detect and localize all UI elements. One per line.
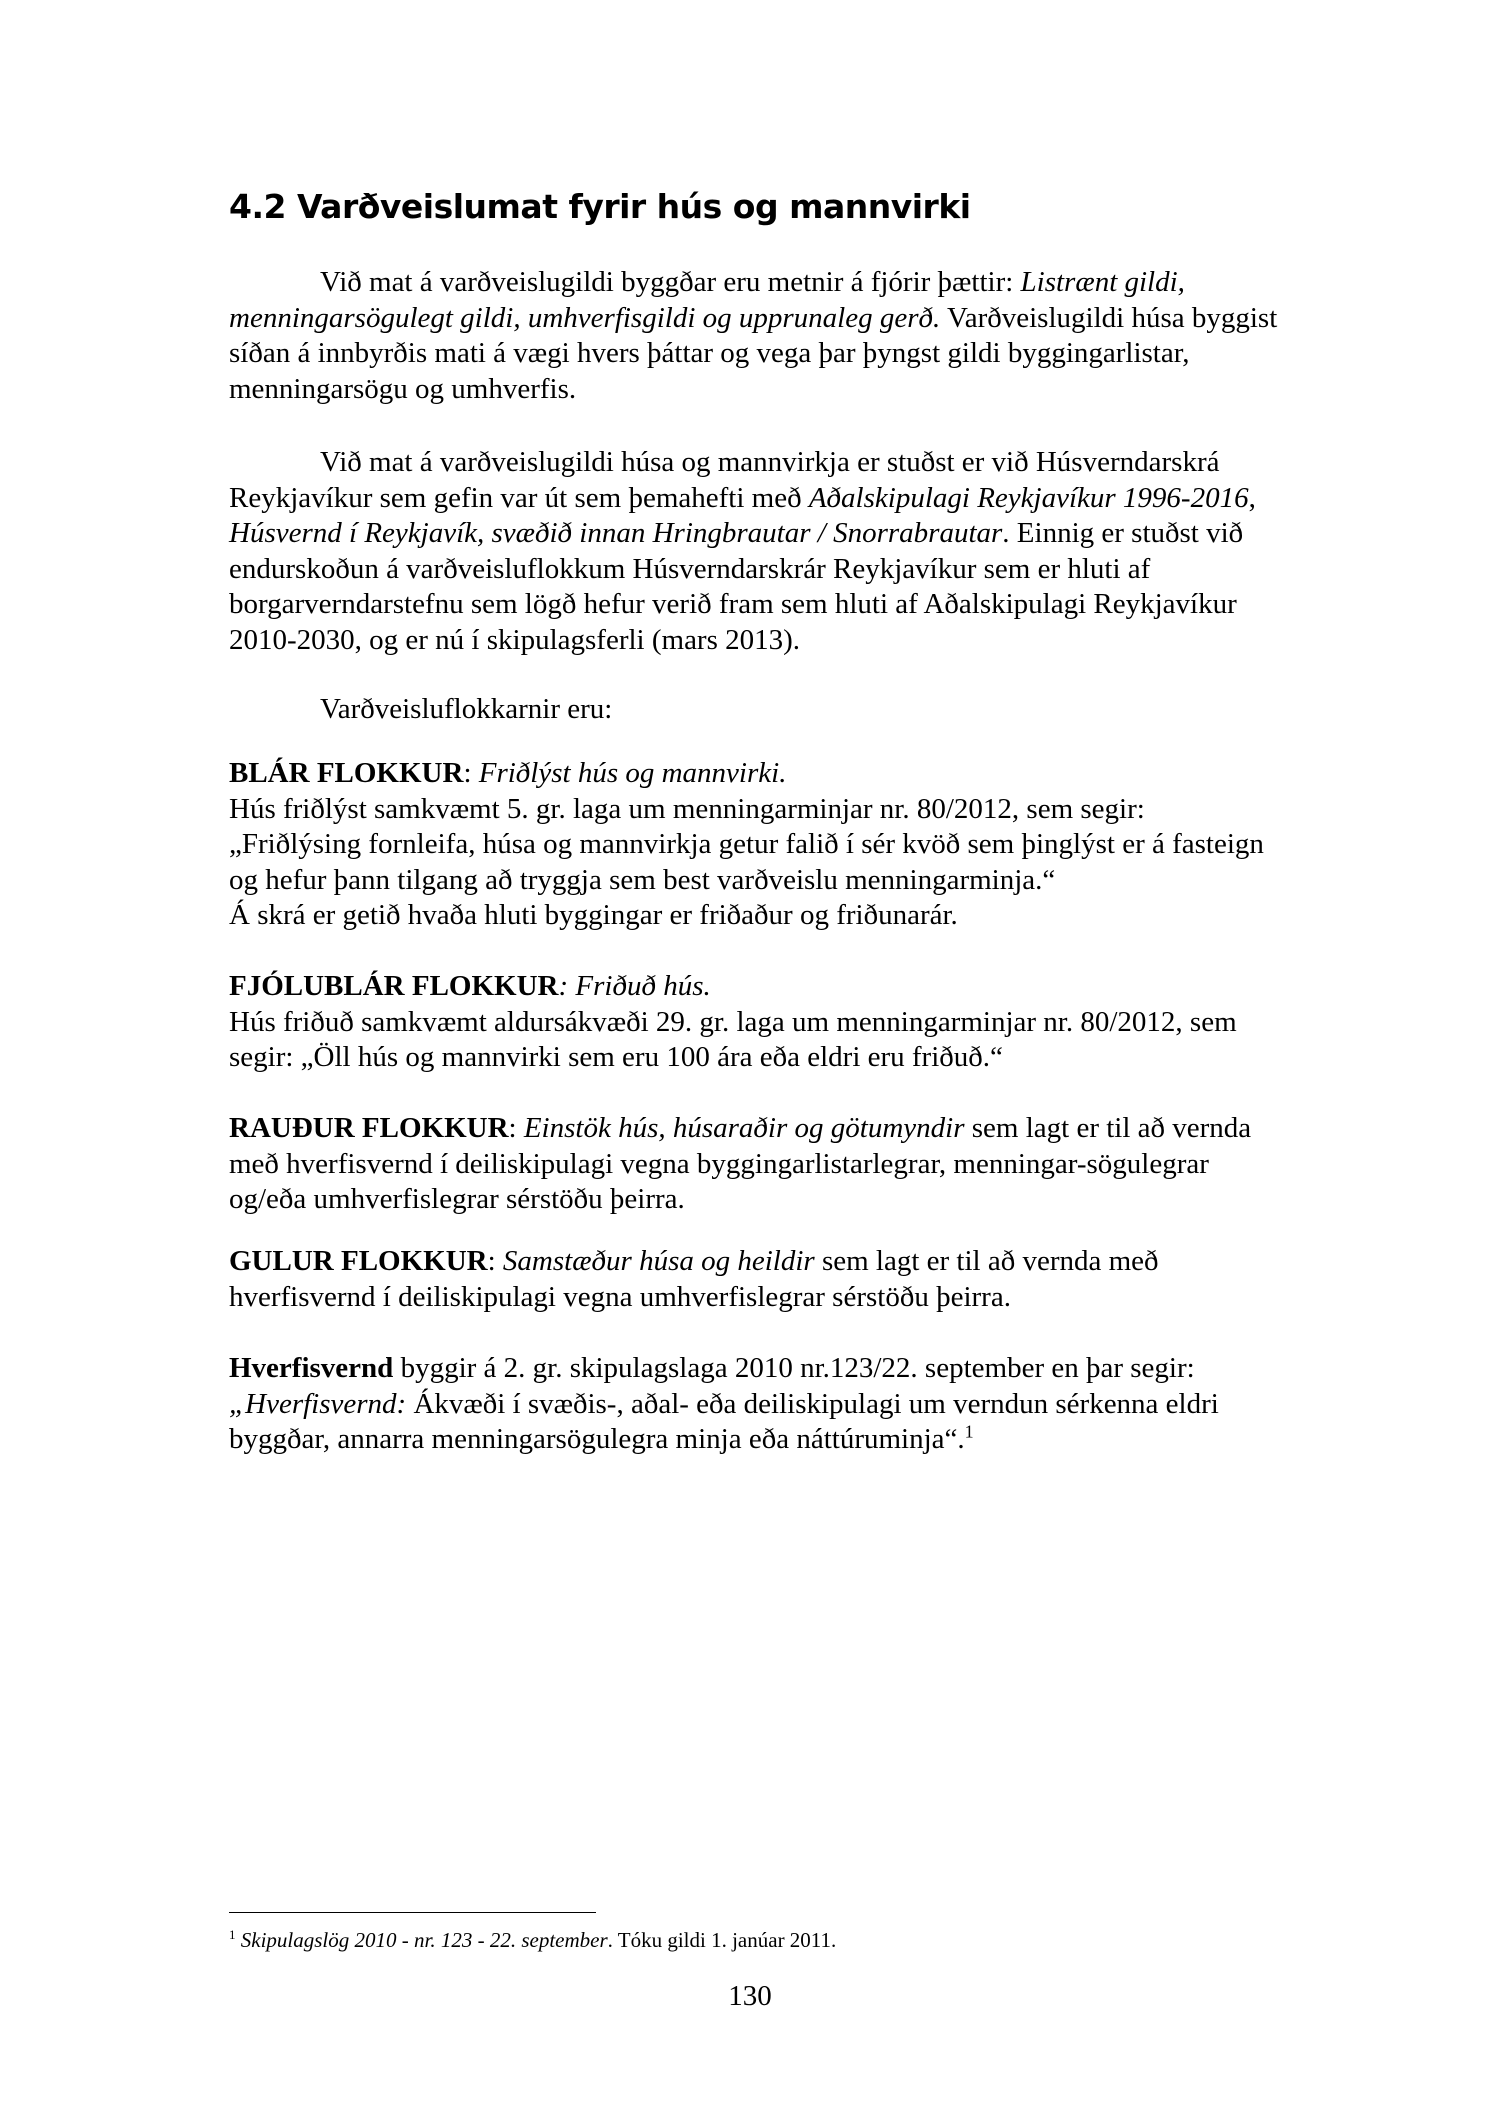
paragraph-text: , — [1248, 481, 1256, 514]
category-fjolublar — [229, 969, 1279, 1076]
footnote-text: . Tóku gildi 1. janúar 2011. — [607, 1928, 837, 1952]
paragraph-italic: „Hverfisvernd: — [229, 1387, 407, 1420]
paragraph-text: . Einnig er stuðst við endurskoðun á varðveisluflokkum Húsverndarskrár Reykjavíkur sem er hluti af borgarverndarstefnu sem lögð hefur verið fram sem hluti af Aðalskipulagi Reykjavíkur 2010-2030, og er nú í skipulagsferli (mars 2013). — [229, 517, 1244, 656]
category-text: Hús friðlýst samkvæmt 5. gr. laga um menningarminjar nr. 80/2012, sem segir: — [229, 792, 1145, 825]
category-quote: „Friðlýsing fornleifa, húsa og mannvirkja getur falið í sér kvöð sem þinglýst er á fasteign og hefur þann tilgang að tryggja sem best varðveislu menningarminja.“ — [229, 828, 1264, 896]
page-number: 130 — [728, 1980, 772, 2012]
category-title: BLÁR FLOKKUR — [229, 757, 464, 789]
footnote-divider — [229, 1912, 596, 1913]
footnote — [229, 1927, 836, 1953]
paragraph-text: Við mat á varðveislugildi byggðar eru metnir á fjórir þættir: — [320, 266, 1021, 298]
paragraph-text: Ákvæði í svæðis-, aðal- eða deiliskipulagi um verndun sérkenna eldri byggðar, annarra menningarsögulegra minja eða náttúruminja“. — [229, 1387, 1219, 1455]
category-separator: : — [508, 1112, 524, 1144]
paragraph-text: Varðveislugildi húsa byggist síðan á innbyrðis mati á vægi hvers þáttar og vega þar þyngst gildi byggingarlistar, menningarsögu og umhverfis. — [229, 301, 1278, 405]
category-subtitle: Samstæður húsa og heildir — [502, 1245, 815, 1277]
paragraph-sources — [229, 445, 1279, 658]
category-text: Á skrá er getið hvaða hluti byggingar er friðaður og friðunarár. — [229, 899, 958, 931]
category-title: FJÓLUBLÁR FLOKKUR — [229, 970, 559, 1002]
category-title: GULUR FLOKKUR — [229, 1245, 488, 1277]
category-text: Hús friðuð samkvæmt aldursákvæði 29. gr. laga um menningarminjar nr. 80/2012, sem segir: „Öll hús og mannvirki sem eru 100 ára eða eldri eru friðuð.“ — [229, 1005, 1237, 1073]
category-blar — [229, 756, 1279, 934]
paragraph-criteria — [229, 265, 1279, 407]
paragraph-italic: Aðalskipulagi Reykjavíkur 1996-2016 — [808, 481, 1249, 514]
paragraph-italic: Listrænt gildi, menningarsögulegt gildi, umhverfisgildi og upprunaleg gerð. — [229, 266, 1185, 334]
footnote-reference[interactable]: 1 — [964, 1421, 974, 1442]
hverfisvernd-title: Hverfisvernd — [229, 1352, 394, 1384]
paragraph-categories-intro: Varðveisluflokkarnir eru: — [320, 693, 613, 725]
category-gulur — [229, 1244, 1279, 1315]
paragraph-text: byggir á 2. gr. skipulagslaga 2010 nr.123/22. september en þar segir: — [393, 1352, 1195, 1384]
paragraph-text: Við mat á varðveislugildi húsa og mannvirkja er stuðst er við Húsverndarskrá Reykjavíkur sem gefin var út sem þemahefti með — [229, 446, 1220, 514]
footnote-mark: 1 — [229, 1927, 236, 1942]
category-separator: : — [463, 757, 479, 789]
category-subtitle: Einstök hús, húsaraðir og götumyndir — [523, 1112, 965, 1144]
paragraph-hverfisvernd — [229, 1351, 1279, 1458]
paragraph-italic: Húsvernd í Reykjavík, svæðið innan Hringbrautar / Snorrabrautar — [229, 517, 1003, 549]
footnote-italic: Skipulagslög 2010 - nr. 123 - 22. september — [240, 1928, 608, 1952]
category-separator: : — [487, 1245, 503, 1277]
section-heading: 4.2 Varðveislumat fyrir hús og mannvirki — [229, 187, 971, 226]
category-raudur — [229, 1111, 1279, 1218]
category-subtitle: Friðlýst hús og mannvirki. — [478, 757, 787, 789]
category-text: sem lagt er til að vernda með hverfisvernd í deiliskipulagi vegna byggingarlistarlegrar, menningar-sögulegrar og/eða umhverfislegrar sérstöðu þeirra. — [229, 1112, 1252, 1215]
category-text: sem lagt er til að vernda með hverfisvernd í deiliskipulagi vegna umhverfislegrar sérstöðu þeirra. — [229, 1245, 1159, 1313]
category-subtitle: : Friðuð hús. — [558, 970, 711, 1002]
category-title: RAUÐUR FLOKKUR — [229, 1112, 509, 1144]
